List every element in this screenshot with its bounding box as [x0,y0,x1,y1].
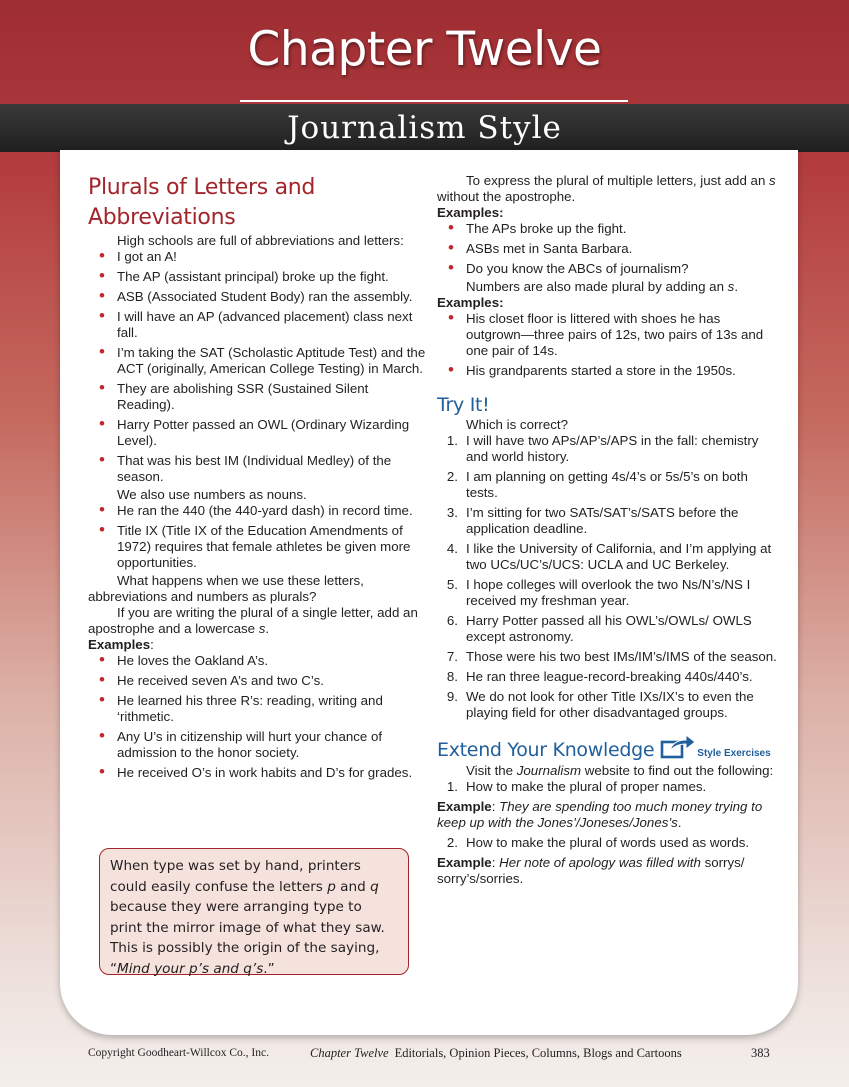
bullet-list-numbers [88,503,426,571]
list-item: • He received O’s in work habits and D’s for grades. [88,765,426,781]
example-proper-names: Example: They are spending too much money trying to keep up with the Jones’/Joneses/Jones’s. [437,799,763,830]
visit-paragraph: Visit the Journalism website to find out the following: [466,763,774,778]
extend-list-2 [437,835,777,851]
list-item: • Harry Potter passed an OWL (Ordinary Wizarding Level). [88,417,426,449]
list-item: 1. How to make the plural of proper names. [446,779,707,794]
list-item: 2. How to make the plural of words used as words. [446,835,750,850]
list-item: • He received seven A’s and two C’s. [88,673,426,689]
list-item: • ASB (Associated Student Body) ran the assembly. [88,289,426,305]
title-rule [240,100,628,102]
examples-label: Examples: [437,205,504,220]
try-it-list [437,433,777,721]
list-item: • Title IX (Title IX of the Education Amendments of 1972) requires that female athletes be given more opportunities. [88,523,426,571]
copyright-text: Copyright Goodheart-Willcox Co., Inc. [88,1047,269,1059]
try-it-intro: Which is correct? [466,417,568,432]
share-arrow-icon[interactable] [660,733,696,759]
try-it-heading: Try It! [437,394,490,416]
list-item: • They are abolishing SSR (Sustained Silent Reading). [88,381,426,413]
extend-knowledge-header [437,737,777,763]
bullet-list-single-letters [88,653,426,781]
multi-letter-paragraph: To express the plural of multiple letters, just add an s without the apostrophe. [437,173,776,204]
list-item: 4. I like the University of California, and I’m applying at two UCs/UC’s/UCS: UCLA and UC Berkeley. [446,541,772,572]
right-column [437,173,777,887]
section-heading-plurals [88,173,426,233]
list-item: • He learned his three R’s: reading, writing and ‘rithmetic. [88,693,426,725]
list-item: • He ran the 440 (the 440-yard dash) in record time. [88,503,426,519]
list-item: • He loves the Oakland A’s. [88,653,426,669]
numbers-intro: We also use numbers as nouns. [117,487,307,502]
heading-line-2: Abbreviations [88,205,236,230]
list-item: • I got an A! [88,249,426,265]
style-exercises-link[interactable]: Style Exercises [697,748,771,759]
list-item: • I will have an AP (advanced placement) class next fall. [88,309,426,341]
extend-list-1 [437,779,777,795]
list-item: • The APs broke up the fight. [437,221,777,237]
examples-label: Examples: [437,295,504,310]
page-number: 383 [751,1046,770,1060]
heading-line-1: Plurals of Letters and [88,175,316,200]
list-item: • His grandparents started a store in the 1950s. [437,363,777,379]
list-item: 9. We do not look for other Title IXs/IX’s to even the playing field for other disadvantaged groups. [446,689,754,720]
question-paragraph: What happens when we use these letters, abbreviations and numbers as plurals? [88,573,364,604]
bullet-list-number-plurals [437,311,777,379]
list-item: • That was his best IM (Individual Medley) of the season. [88,453,426,485]
printers-callout: When type was set by hand, printers could easily confuse the letters p and q because they were arranging type to print the mirror image of what they saw. This is possibly the origin of the saying, “Mind your p’s and q’s.” [99,848,409,975]
list-item: 1. I will have two APs/AP’s/APS in the fall: chemistry and world history. [446,433,759,464]
chapter-subtitle: Journalism Style [287,110,562,146]
example-words-as-words: Example: Her note of apology was filled with sorrys/ sorry’s/sorries. [437,855,745,886]
list-item: 7. Those were his two best IMs/IM’s/IMS of the season. [446,649,777,664]
list-item: • ASBs met in Santa Barbara. [437,241,777,257]
chapter-title: Chapter Twelve [247,22,602,77]
list-item: 6. Harry Potter passed all his OWL’s/OWLs/ OWLS except astronomy. [446,613,752,644]
footer-chapter: Chapter Twelve Editorials, Opinion Pieces, Columns, Blogs and Cartoons [310,1046,682,1060]
bullet-list-multi-letters [437,221,777,277]
list-item: 8. He ran three league-record-breaking 440s/440’s. [446,669,753,684]
list-item: • I’m taking the SAT (Scholastic Aptitude Test) and the ACT (originally, American College Testing) in March. [88,345,426,377]
intro-paragraph: High schools are full of abbreviations and letters: [117,233,404,248]
list-item: 5. I hope colleges will overlook the two Ns/N’s/NS I received my freshman year. [446,577,751,608]
list-item: • Do you know the ABCs of journalism? [437,261,777,277]
examples-label: Examples: [88,637,154,652]
bullet-list-abbreviations [88,249,426,485]
list-item: 2. I am planning on getting 4s/4’s or 5s/5’s on both tests. [446,469,748,500]
extend-knowledge-heading: Extend Your Knowledge [437,739,655,761]
list-item: • Any U’s in citizenship will hurt your chance of admission to the honor society. [88,729,426,761]
left-column [88,173,426,785]
list-item: 3. I’m sitting for two SATs/SAT’s/SATS before the application deadline. [446,505,739,536]
list-item: • His closet floor is littered with shoes he has outgrown—three pairs of 12s, two pairs of 13s and one pair of 14s. [437,311,777,359]
numbers-plural-paragraph: Numbers are also made plural by adding an s. [466,279,739,294]
single-letter-paragraph: If you are writing the plural of a single letter, add an apostrophe and a lowercase s. [88,605,418,636]
list-item: • The AP (assistant principal) broke up the fight. [88,269,426,285]
